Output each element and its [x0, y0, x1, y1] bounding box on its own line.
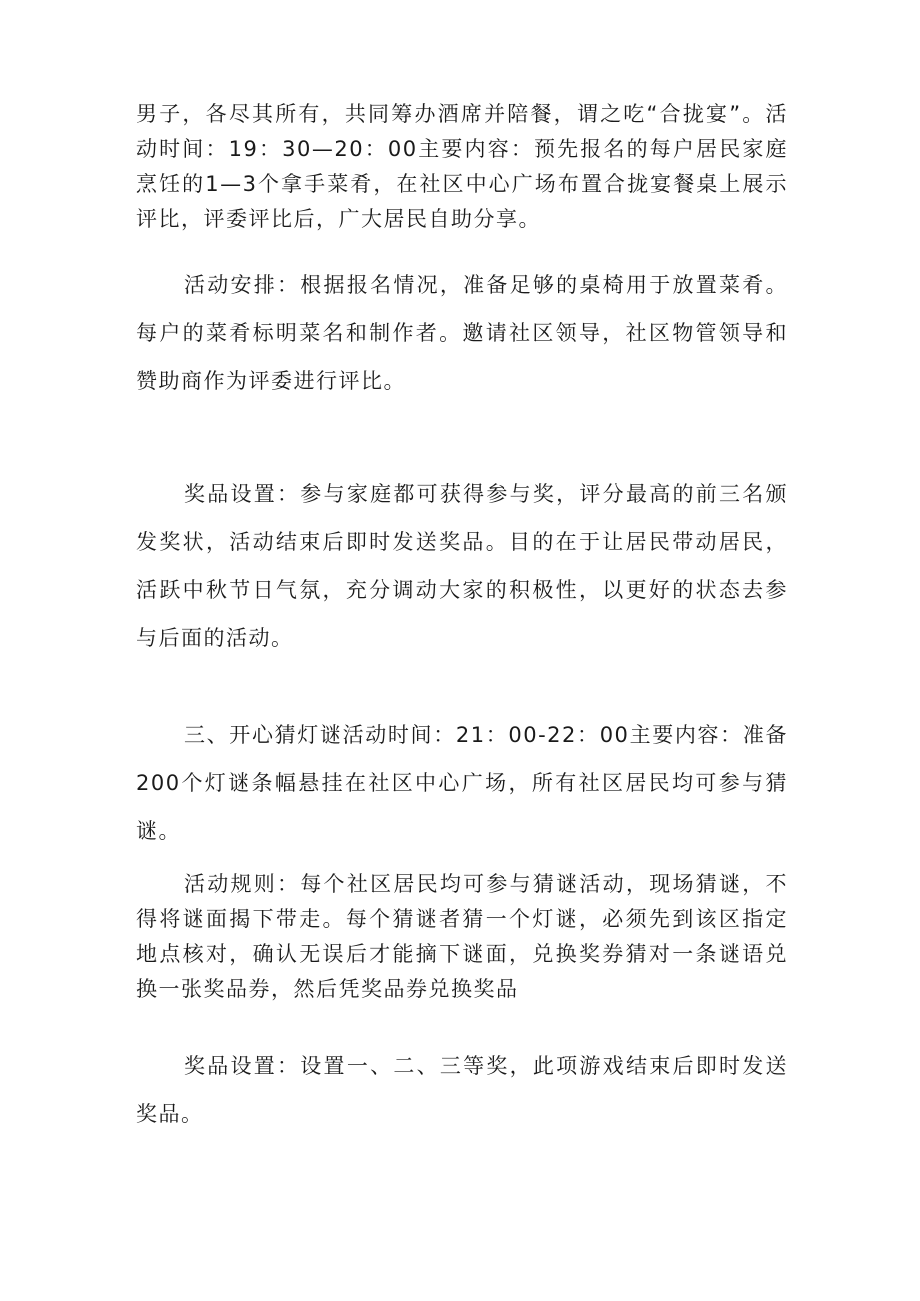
paragraph-he-long-yan: 男子，各尽其所有，共同筹办酒席并陪餐，谓之吃“合拢宴”。活动时间：19：30—20：00主要内容：预先报名的每户居民家庭烹饪的1—3个拿手菜肴，在社区中心广场布置合拢宴餐桌上展示评比，评委评比后，广大居民自助分享。 — [136, 102, 788, 231]
paragraph-activity-arrangement: 活动安排：根据报名情况，准备足够的桌椅用于放置菜肴。每户的菜肴标明菜名和制作者。邀请社区领导，社区物管领导和赞助商作为评委进行评比。 — [136, 273, 788, 393]
paragraph-lantern-riddle: 三、开心猜灯谜活动时间：21：00-22：00主要内容：准备200个灯谜条幅悬挂在社区中心广场，所有社区居民均可参与猜谜。 — [136, 723, 788, 843]
paragraph-prize-setting-2: 奖品设置：设置一、二、三等奖，此项游戏结束后即时发送奖品。 — [136, 1054, 788, 1126]
paragraph-prize-setting-1: 奖品设置：参与家庭都可获得参与奖，评分最高的前三名颁发奖状，活动结束后即时发送奖品。目的在于让居民带动居民，活跃中秋节日气氛，充分调动大家的积极性，以更好的状态去参与后面的活动。 — [136, 482, 788, 650]
paragraph-activity-rules: 活动规则：每个社区居民均可参与猜谜活动，现场猜谜，不得将谜面揭下带走。每个猜谜者猜一个灯谜，必须先到该区指定地点核对，确认无误后才能摘下谜面，兑换奖券猜对一条谜语兑换一张奖品券，然后凭奖品券兑换奖品 — [136, 872, 788, 1001]
